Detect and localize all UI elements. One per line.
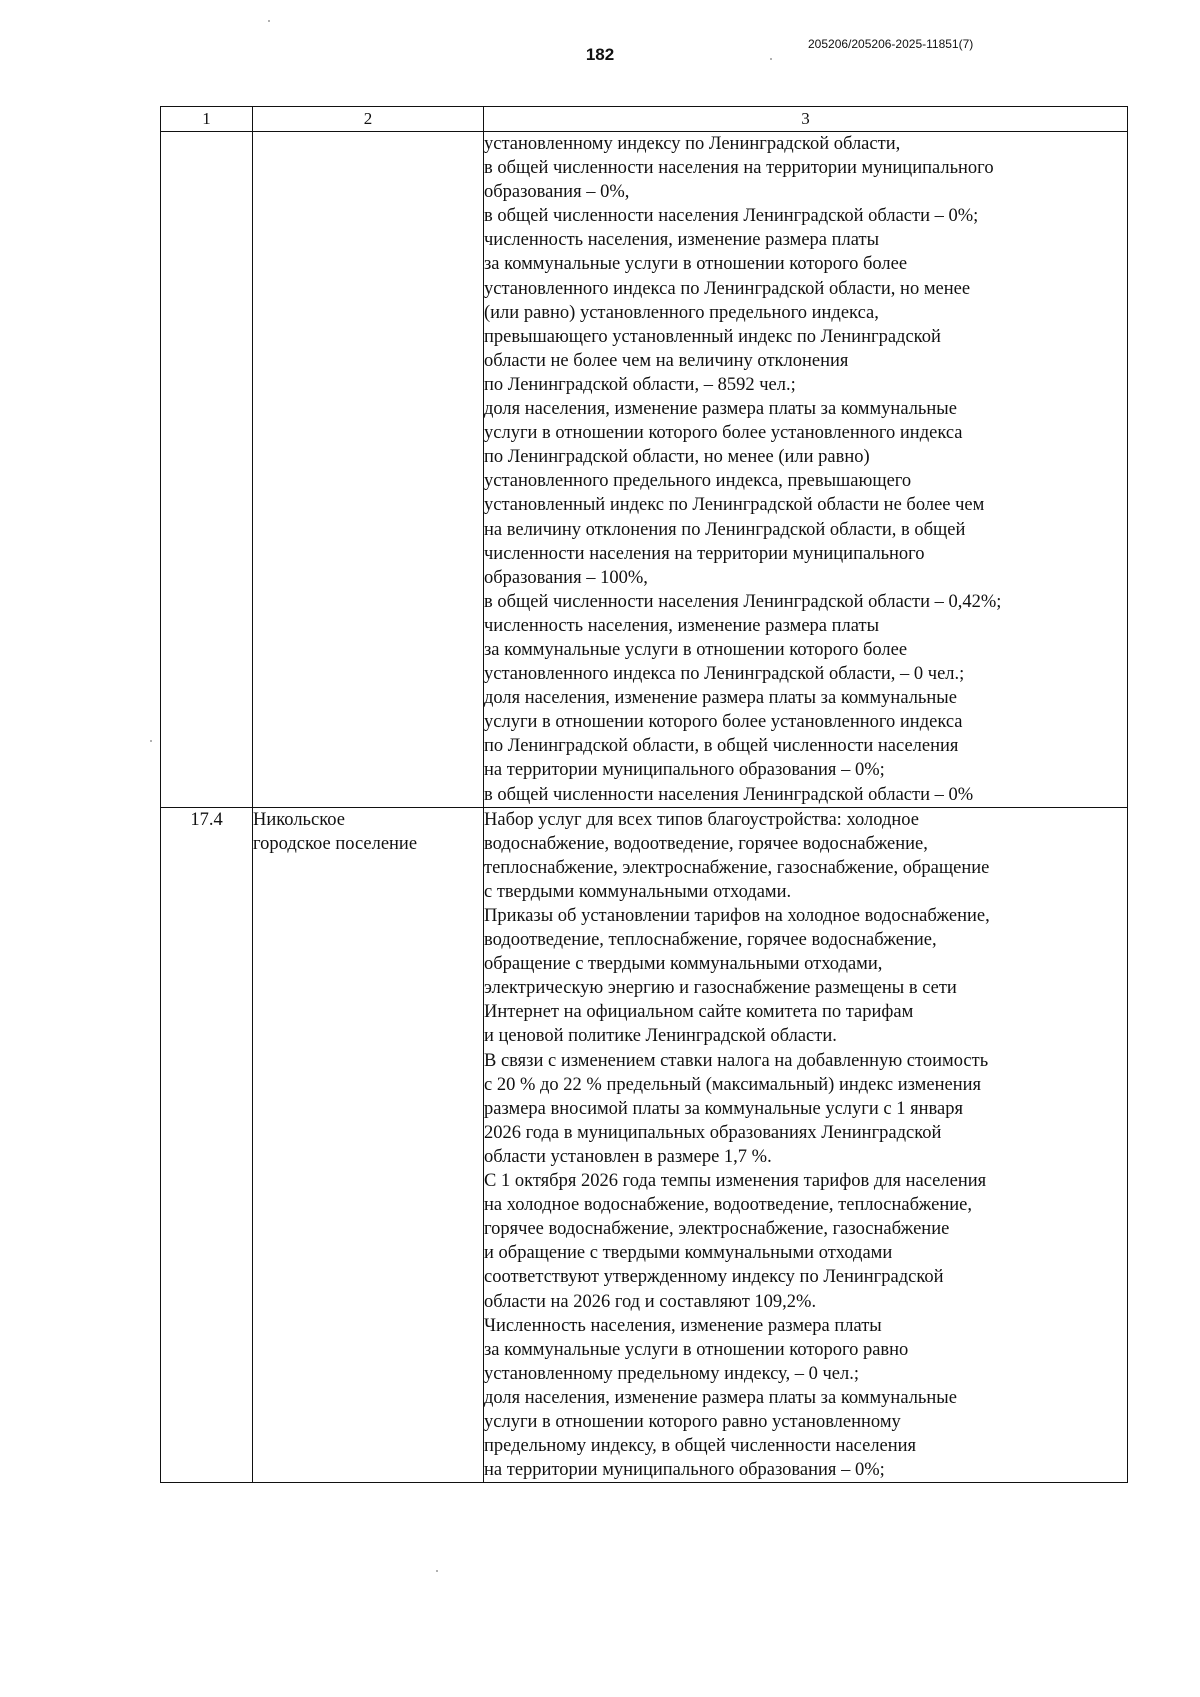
- description-line: (или равно) установленного предельного индекса,: [484, 302, 879, 323]
- description-line: и обращение с твердыми коммунальными отходами: [484, 1243, 893, 1264]
- table-row: [161, 807, 1128, 1483]
- page-number: 182: [585, 45, 615, 64]
- description-line: области не более чем на величину отклонения: [484, 350, 849, 371]
- description-line: Набор услуг для всех типов благоустройства: холодное: [484, 809, 919, 830]
- description-line: Интернет на официальном сайте комитета по тарифам: [484, 1002, 914, 1023]
- municipality-name-line: Никольское: [253, 809, 345, 830]
- description-line: В связи с изменением ставки налога на добавленную стоимость: [484, 1050, 989, 1071]
- description-line: установленного предельного индекса, превышающего: [484, 471, 912, 492]
- table-body: [161, 132, 1128, 1483]
- description-line: численность населения, изменение размера платы: [484, 615, 879, 636]
- municipality-name-line: городское поселение: [253, 833, 418, 854]
- description-line: теплоснабжение, электроснабжение, газоснабжение, обращение: [484, 857, 990, 878]
- description-line: по Ленинградской области, в общей численности населения: [484, 736, 959, 757]
- description-line: на холодное водоснабжение, водоотведение, теплоснабжение,: [484, 1195, 972, 1216]
- document-id: 205206/205206-2025-11851(7): [808, 37, 974, 51]
- description-line: Численность населения, изменение размера платы: [484, 1315, 882, 1336]
- description-line: доля населения, изменение размера платы за коммунальные: [484, 1387, 957, 1408]
- table-header-row: [161, 107, 1128, 132]
- description-line: за коммунальные услуги в отношении которого более: [484, 254, 908, 275]
- description-line: водоснабжение, водоотведение, горячее водоснабжение,: [484, 833, 928, 854]
- description-line: услуги в отношении которого более установленного индекса: [484, 712, 963, 733]
- column-header-1: 1: [161, 107, 253, 132]
- scan-speck: [436, 1570, 438, 1572]
- description-line: на величину отклонения по Ленинградской области, в общей: [484, 519, 966, 540]
- description-line: установленному индексу по Ленинградской области,: [484, 134, 901, 154]
- column-header-2: 2: [253, 107, 484, 132]
- description-line: по Ленинградской области, но менее (или равно): [484, 447, 870, 468]
- description-line: размера вносимой платы за коммунальные услуги с 1 января: [484, 1098, 963, 1119]
- description-line: установленного индекса по Ленинградской области, – 0 чел.;: [484, 664, 965, 685]
- description-line: водоотведение, теплоснабжение, горячее водоснабжение,: [484, 930, 937, 951]
- row-number-cell: [161, 132, 253, 808]
- description-line: по Ленинградской области, – 8592 чел.;: [484, 374, 796, 395]
- description-line: предельному индексу, в общей численности населения: [484, 1436, 917, 1457]
- description-line: в общей численности населения Ленинградской области – 0,42%;: [484, 591, 1002, 612]
- scan-speck: [268, 20, 270, 22]
- description-line: за коммунальные услуги в отношении которого более: [484, 639, 908, 660]
- description-line: обращение с твердыми коммунальными отходами,: [484, 954, 883, 975]
- description-line: в общей численности населения на территории муниципального: [484, 158, 994, 179]
- description-line: электрическую энергию и газоснабжение размещены в сети: [484, 978, 957, 999]
- description-line: с твердыми коммунальными отходами.: [484, 881, 792, 902]
- description-line: Приказы об установлении тарифов на холодное водоснабжение,: [484, 906, 990, 926]
- description-line: численности населения на территории муниципального: [484, 543, 925, 564]
- description-line: с 20 % до 22 % предельный (максимальный) индекс изменения: [484, 1074, 982, 1095]
- description-line: образования – 0%,: [484, 182, 630, 203]
- table-row: [161, 132, 1128, 808]
- municipality-name-cell: [253, 807, 484, 1483]
- description-cell: [484, 132, 1128, 808]
- description-line: и ценовой политике Ленинградской области.: [484, 1026, 837, 1047]
- column-header-3: 3: [484, 107, 1128, 132]
- municipality-name-cell: [253, 132, 484, 808]
- description-line: на территории муниципального образования – 0%;: [484, 1460, 885, 1481]
- description-line: образования – 100%,: [484, 567, 648, 588]
- description-line: за коммунальные услуги в отношении которого равно: [484, 1339, 909, 1360]
- scan-speck: [770, 58, 772, 60]
- description-line: области установлен в размере 1,7 %.: [484, 1146, 772, 1167]
- description-line: в общей численности населения Ленинградской области – 0%: [484, 784, 974, 805]
- description-line: горячее водоснабжение, электроснабжение, газоснабжение: [484, 1219, 950, 1240]
- description-line: услуги в отношении которого более установленного индекса: [484, 423, 963, 444]
- description-line: области на 2026 год и составляют 109,2%.: [484, 1291, 817, 1312]
- description-line: соответствуют утвержденному индексу по Ленинградской: [484, 1267, 944, 1288]
- description-cell: [484, 807, 1128, 1483]
- description-line: установленного индекса по Ленинградской области, но менее: [484, 278, 971, 299]
- description-line: услуги в отношении которого равно установленному: [484, 1411, 901, 1432]
- description-line: установленному предельному индексу, – 0 чел.;: [484, 1363, 859, 1384]
- description-line: в общей численности населения Ленинградской области – 0%;: [484, 206, 979, 227]
- description-line: доля населения, изменение размера платы за коммунальные: [484, 399, 957, 420]
- description-line: установленный индекс по Ленинградской области не более чем: [484, 495, 985, 516]
- description-line: С 1 октября 2026 года темпы изменения тарифов для населения: [484, 1171, 987, 1192]
- scan-speck: [150, 740, 152, 742]
- description-line: 2026 года в муниципальных образованиях Ленинградской: [484, 1122, 942, 1143]
- description-line: превышающего установленный индекс по Ленинградской: [484, 326, 941, 347]
- row-number-cell: 17.4: [161, 807, 253, 1483]
- description-line: доля населения, изменение размера платы за коммунальные: [484, 688, 957, 709]
- description-line: на территории муниципального образования – 0%;: [484, 760, 885, 781]
- description-line: численность населения, изменение размера платы: [484, 230, 879, 251]
- data-table: [160, 106, 1128, 1483]
